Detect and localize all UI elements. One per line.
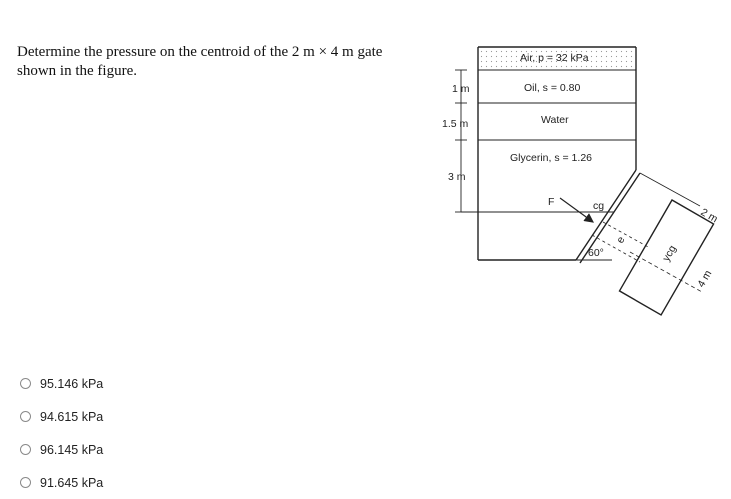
force-arrow [560,198,593,222]
cg-label: cg [593,200,605,212]
radio-button[interactable] [20,477,31,488]
option-label: 95.146 kPa [40,376,104,391]
glycerin-label: Glycerin, s = 1.26 [510,152,592,164]
radio-button[interactable] [20,411,31,422]
answer-options [20,367,103,499]
dim-oil: 1 m [452,83,470,95]
option-2[interactable] [20,400,103,433]
option-label: 96.145 kPa [40,442,104,457]
water-label: Water [541,114,569,126]
question-line-1: Determine the pressure on the centroid of the 2 m × 4 m gate [17,44,383,60]
gate-length-label: 4 m [695,268,715,290]
oil-label: Oil, s = 0.80 [524,82,581,94]
e-label: e [614,234,628,246]
radio-button[interactable] [20,378,31,389]
dim-glycerin: 3 m [448,171,466,183]
option-label: 94.615 kPa [40,409,104,424]
projection-lines [592,173,700,262]
option-1[interactable] [20,367,103,400]
dim-water: 1.5 m [442,118,469,130]
option-3[interactable] [20,433,103,466]
option-4[interactable] [20,466,103,499]
gate-width-label: 2 m [698,206,720,226]
force-label: F [548,196,555,208]
radio-button[interactable] [20,444,31,455]
layer-interfaces [478,70,636,140]
air-label: Air, p = 32 kPa [520,52,589,64]
option-label: 91.645 kPa [40,475,104,490]
question-line-2: shown in the figure. [17,63,137,79]
ycg-label: ycg [660,243,679,264]
angle-label: 60° [588,247,604,259]
